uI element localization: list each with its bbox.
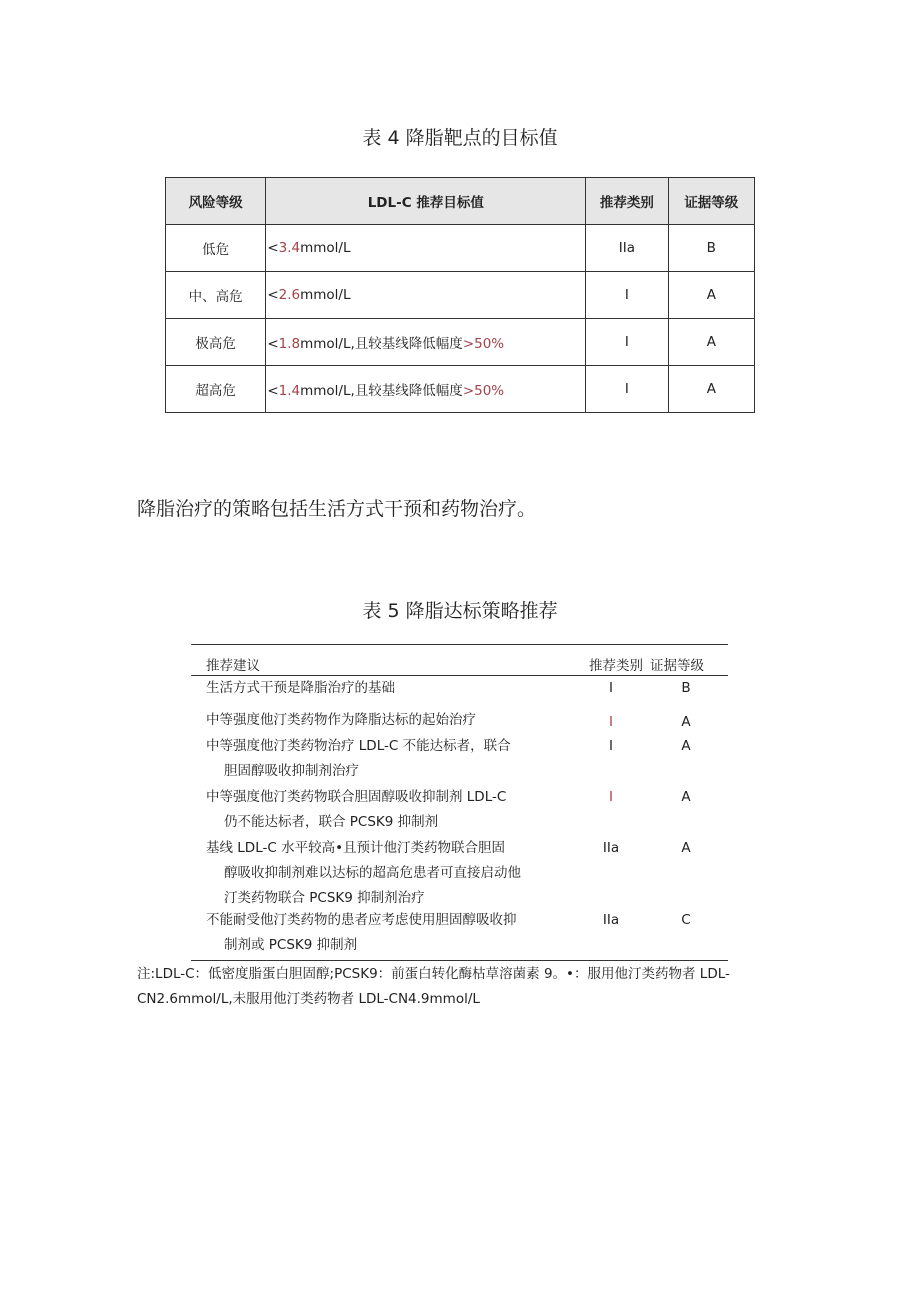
class-cell: IIa bbox=[602, 912, 620, 928]
recommendation-line: 仍不能达标者，联合 PCSK9 抑制剂 bbox=[224, 814, 439, 830]
recommendation-text bbox=[206, 676, 566, 701]
evidence-cell: A bbox=[681, 840, 691, 856]
table5-header-row bbox=[191, 645, 728, 676]
class-cell: I bbox=[609, 738, 613, 754]
class-cell: IIa bbox=[586, 225, 668, 272]
recommendation-line: 胆固醇吸收抑制剂治疗 bbox=[224, 763, 359, 779]
target-cell bbox=[266, 272, 586, 319]
recommendation-text bbox=[206, 708, 566, 733]
evidence-cell: B bbox=[681, 680, 691, 696]
target-unit: mmol/L bbox=[300, 287, 351, 303]
table-row bbox=[166, 225, 755, 272]
table4-header-evidence: 证据等级 bbox=[668, 178, 754, 225]
evidence-cell: A bbox=[668, 366, 754, 413]
recommendation-line: 中等强度他汀类药物作为降脂达标的起始治疗 bbox=[206, 712, 476, 728]
recommendation-text bbox=[206, 836, 566, 911]
table-row bbox=[191, 908, 728, 960]
table4-caption: 表 4 降脂靶点的目标值 bbox=[362, 127, 558, 149]
table-note bbox=[137, 962, 797, 1012]
table4-header-risk: 风险等级 bbox=[166, 178, 266, 225]
evidence-cell: A bbox=[668, 272, 754, 319]
target-prefix: < bbox=[267, 383, 279, 399]
target-cell bbox=[266, 225, 586, 272]
class-cell: I bbox=[609, 680, 613, 696]
recommendation-line: 中等强度他汀类药物治疗 LDL-C 不能达标者，联合 bbox=[206, 738, 511, 754]
table5-strategy-recommendations bbox=[191, 644, 728, 961]
table4-lipid-targets bbox=[165, 177, 755, 413]
class-cell: I bbox=[586, 319, 668, 366]
table-row bbox=[191, 785, 728, 836]
target-prefix: < bbox=[267, 240, 279, 256]
target-cell bbox=[266, 319, 586, 366]
recommendation-line: 中等强度他汀类药物联合胆固醇吸收抑制剂 LDL-C bbox=[206, 789, 507, 805]
note-line: 注:LDL-C：低密度脂蛋白胆固醇;PCSK9：前蛋白转化酶枯草溶菌素 9。•：服用他汀类药物者 LDL- bbox=[137, 966, 730, 982]
recommendation-line: 醇吸收抑制剂难以达标的超高危患者可直接启动他 bbox=[224, 865, 521, 881]
table-row bbox=[166, 319, 755, 366]
table4-header-class: 推荐类别 bbox=[586, 178, 668, 225]
class-cell: IIa bbox=[602, 840, 620, 856]
risk-level-cell: 低危 bbox=[166, 225, 266, 272]
target-cell bbox=[266, 366, 586, 413]
recommendation-text bbox=[206, 734, 566, 784]
target-percent: >50% bbox=[462, 383, 505, 399]
evidence-cell: A bbox=[681, 714, 691, 730]
target-value: 1.4 bbox=[278, 383, 301, 399]
evidence-cell: A bbox=[681, 738, 691, 754]
evidence-cell: A bbox=[681, 789, 691, 805]
table5-header-recommendation: 推荐建议 bbox=[206, 658, 260, 674]
table5-header-class: 推荐类别 bbox=[589, 658, 643, 674]
class-cell: I bbox=[586, 272, 668, 319]
recommendation-line: 生活方式干预是降脂治疗的基础 bbox=[206, 680, 395, 696]
evidence-cell: C bbox=[681, 912, 691, 928]
target-value: 2.6 bbox=[278, 287, 301, 303]
table5-header-evidence: 证据等级 bbox=[650, 658, 704, 674]
table-row bbox=[166, 272, 755, 319]
table5-caption: 表 5 降脂达标策略推荐 bbox=[362, 600, 558, 622]
target-extra: 且较基线降低幅度 bbox=[354, 383, 463, 399]
risk-level-cell: 中、高危 bbox=[166, 272, 266, 319]
evidence-cell: A bbox=[668, 319, 754, 366]
risk-level-cell: 极高危 bbox=[166, 319, 266, 366]
recommendation-line: 不能耐受他汀类药物的患者应考虑使用胆固醇吸收抑 bbox=[206, 912, 517, 928]
recommendation-line: 基线 LDL-C 水平较高•且预计他汀类药物联合胆固 bbox=[206, 840, 506, 856]
recommendation-line: 汀类药物联合 PCSK9 抑制剂治疗 bbox=[224, 890, 425, 906]
class-cell: I bbox=[609, 789, 613, 805]
target-extra: 且较基线降低幅度 bbox=[354, 336, 463, 352]
class-cell: I bbox=[586, 366, 668, 413]
target-prefix: < bbox=[267, 287, 279, 303]
table-row bbox=[191, 676, 728, 708]
risk-level-cell: 超高危 bbox=[166, 366, 266, 413]
evidence-cell: B bbox=[668, 225, 754, 272]
table-row bbox=[191, 734, 728, 785]
target-unit: mmol/L bbox=[300, 240, 351, 256]
target-percent: >50% bbox=[462, 336, 505, 352]
table4-header-row bbox=[166, 178, 755, 225]
recommendation-text bbox=[206, 785, 566, 835]
table4-header-target: LDL-C 推荐目标值 bbox=[266, 178, 586, 225]
class-cell: I bbox=[609, 714, 613, 730]
recommendation-line: 制剂或 PCSK9 抑制剂 bbox=[224, 937, 358, 953]
target-value: 3.4 bbox=[278, 240, 301, 256]
note-line: CN2.6mmol/L,未服用他汀类药物者 LDL-CN4.9mmol/L bbox=[137, 991, 480, 1007]
target-value: 1.8 bbox=[278, 336, 301, 352]
table-row bbox=[191, 836, 728, 908]
table-row bbox=[191, 708, 728, 734]
table-row bbox=[166, 366, 755, 413]
target-prefix: < bbox=[267, 336, 279, 352]
target-unit: mmol/L, bbox=[300, 336, 355, 352]
target-unit: mmol/L, bbox=[300, 383, 355, 399]
body-paragraph: 降脂治疗的策略包括生活方式干预和药物治疗。 bbox=[137, 498, 537, 520]
recommendation-text bbox=[206, 908, 566, 958]
